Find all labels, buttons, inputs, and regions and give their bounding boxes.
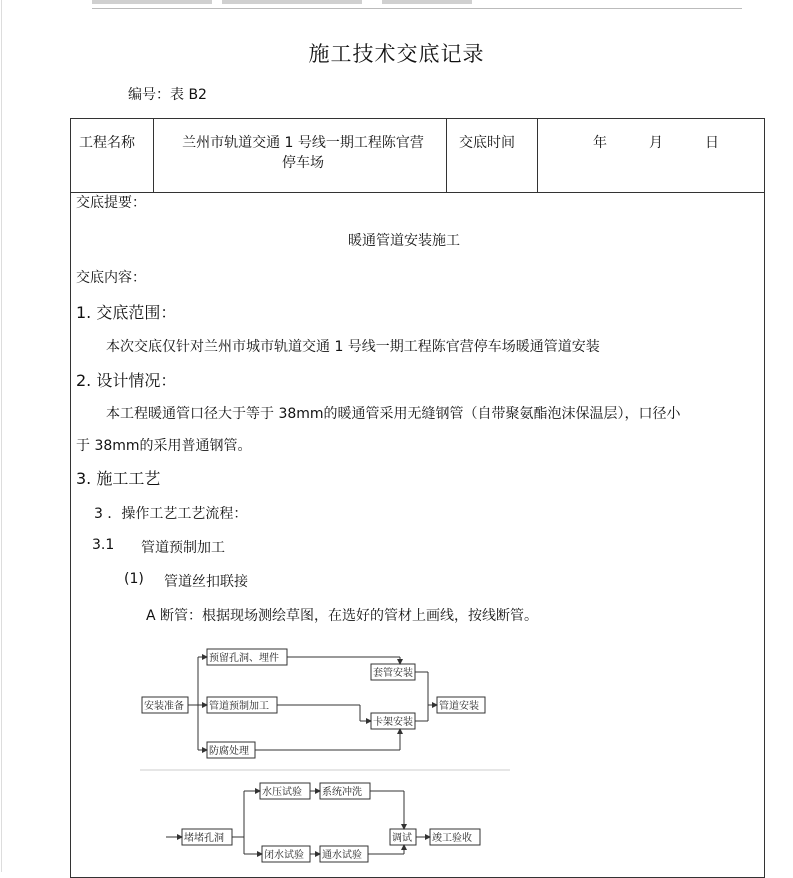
flow-label-prefab: 管道预制加工 <box>209 701 269 712</box>
item-a-text: A 断管：根据现场测绘草图，在选好的管材上画线，按线断管。 <box>146 608 539 624</box>
section-2-text-line1: 本工程暖通管口径大于等于 38mm的暖通管采用无缝钢管（自带聚氨酯泡沫保温层），口径小 <box>106 406 681 422</box>
flow-label-bracket: 卡架安装 <box>373 717 413 728</box>
time-label: 交底时间 <box>459 135 515 151</box>
content-label: 交底内容： <box>76 270 146 286</box>
item-1-title: 管道丝扣联接 <box>164 574 248 590</box>
flow-label-anticorr: 防腐处理 <box>209 746 249 757</box>
flow-label-debug: 调试 <box>392 833 412 844</box>
section-1-heading: 1. 交底范围： <box>76 303 177 322</box>
item-1-number: (1) <box>124 571 144 587</box>
summary-title: 暖通管道安装施工 <box>348 233 460 249</box>
flowchart-1 <box>142 649 485 758</box>
flow-label-closed: 闭水试验 <box>264 850 304 861</box>
flow-label-pipe-install: 管道安装 <box>439 701 479 712</box>
document-title: 施工技术交底记录 <box>308 42 485 66</box>
summary-label: 交底提要： <box>76 195 146 211</box>
flow-label-accept: 竣工验收 <box>432 833 472 844</box>
flow-label-flush: 系统冲洗 <box>322 787 362 798</box>
flow-label-sleeve: 套管安装 <box>373 668 413 679</box>
project-name-line2: 停车场 <box>282 155 324 171</box>
flow-label-seal: 堵堵孔洞 <box>184 833 224 844</box>
flow-label-water-pass: 通水试验 <box>322 850 362 861</box>
project-name-line1: 兰州市轨道交通 1 号线一期工程陈官营 <box>182 135 424 151</box>
section-3-subheading: 3 ．操作工艺工艺流程： <box>94 506 248 522</box>
month-label: 月 <box>649 135 663 151</box>
flow-label-hydro: 水压试验 <box>262 787 302 798</box>
section-3-heading: 3. 施工工艺 <box>76 469 161 488</box>
project-label: 工程名称 <box>79 135 135 151</box>
section-2-text-line2: 于 38mm的采用普通钢管。 <box>76 438 252 454</box>
subsection-3-1-number: 3.1 <box>92 537 115 553</box>
subsection-3-1-title: 管道预制加工 <box>141 540 225 556</box>
flow-label-prep: 安装准备 <box>144 701 184 712</box>
day-label: 日 <box>705 135 719 151</box>
section-2-heading: 2. 设计情况： <box>76 371 177 390</box>
section-1-text: 本次交底仅针对兰州市城市轨道交通 1 号线一期工程陈官营停车场暖通管道安装 <box>106 339 600 355</box>
document-number: 编号：表 B2 <box>128 87 207 103</box>
flow-label-reserve: 预留孔洞、埋件 <box>209 653 279 664</box>
year-label: 年 <box>593 135 607 151</box>
